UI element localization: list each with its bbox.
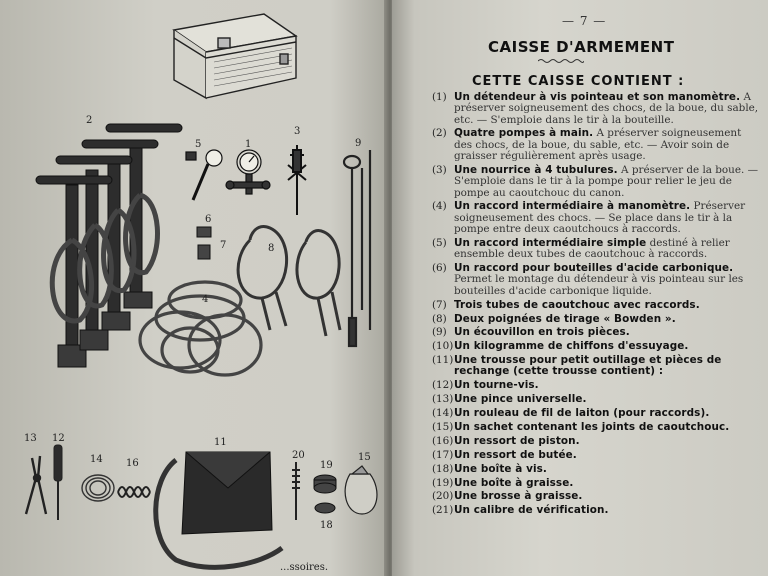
item-name: Une trousse pour petit outillage et pièces de rechange (cette trousse contient) : — [454, 354, 722, 378]
item-number: (14) — [432, 407, 454, 420]
fig-label-18: 18 — [320, 520, 333, 531]
fig-label-6: 7 — [220, 240, 227, 251]
fig-label-5: 6 — [205, 214, 212, 225]
fig-label-2: 2 — [86, 115, 93, 126]
item-number: (16) — [432, 434, 454, 447]
list-item — [432, 408, 762, 419]
item-name: Trois tubes de caoutchouc avec raccords. — [454, 298, 700, 311]
list-item — [432, 464, 762, 475]
item-name: Une brosse à graisse. — [454, 490, 583, 503]
item-number: (8) — [432, 312, 447, 325]
item-name: Un kilogramme de chiffons d'essuyage. — [454, 340, 689, 353]
fig-label-19: 19 — [320, 460, 333, 471]
page-title: CAISSE D'ARMEMENT — [488, 38, 675, 56]
item-name: Une boîte à vis. — [454, 462, 547, 475]
fig-label-15: 15 — [358, 452, 371, 463]
spring-icon — [118, 487, 150, 497]
item-name: Un raccord intermédiaire simple — [454, 236, 647, 249]
grease-box-icon — [314, 475, 336, 513]
item-description: destiné à relier ensemble deux tubes de caoutchouc à raccords. — [454, 236, 730, 261]
fig-label-11: 11 — [214, 437, 227, 448]
list-item — [432, 128, 762, 162]
fig-label-8: 8 — [268, 243, 275, 254]
fig-label-1: 1 — [245, 139, 252, 150]
fig-label-13: 13 — [24, 433, 37, 444]
fig-label-7: 4 — [202, 294, 209, 305]
item-number: (9) — [432, 326, 447, 339]
manifold-icon — [288, 145, 306, 215]
fig-label-16: 16 — [126, 458, 139, 469]
list-item — [432, 327, 762, 338]
list-item — [432, 505, 762, 516]
item-number: (12) — [432, 379, 454, 392]
small-connectors-icon — [197, 227, 211, 259]
item-name: Deux poignées de tirage « Bowden ». — [454, 312, 676, 325]
item-name: Un écouvillon en trois pièces. — [454, 326, 630, 339]
item-name: Une nourrice à 4 tubulures. — [454, 163, 618, 176]
list-item — [432, 92, 762, 126]
fig-label-14: 14 — [90, 454, 103, 465]
list-item — [432, 491, 762, 502]
item-name: Un ressort de piston. — [454, 434, 580, 447]
right-page-text — [392, 0, 768, 576]
item-description: A préserver soigneusement des chocs, de la boue, du sable, etc. — Avoir soin de graisser régulièrement après usage. — [454, 127, 742, 163]
hand-pumps-icon — [36, 124, 182, 367]
item-description: A préserver de la boue. — S'emploie dans le tir à la pompe pour relier le jeu de pompe au caoutchouc du canon. — [454, 163, 759, 199]
item-description: Préserver soigneusement des chocs. — Se place dans le tir à la pompe entre deux caoutchoucs à raccords. — [454, 200, 746, 236]
list-item — [432, 263, 762, 297]
rubber-tubes-icon — [140, 282, 261, 375]
item-description: Permet le montage du détendeur à vis pointeau sur les bouteilles d'acide carbonique liquide. — [454, 273, 744, 297]
item-number: (1) — [432, 91, 447, 103]
list-item — [432, 380, 762, 391]
fig-label-3: 3 — [294, 126, 301, 137]
list-item — [432, 478, 762, 489]
item-number: (2) — [432, 127, 447, 140]
list-item — [432, 314, 762, 325]
grease-brush-icon — [292, 462, 300, 520]
bowden-handles-icon — [238, 227, 340, 336]
item-number: (7) — [432, 298, 447, 311]
item-number: (11) — [432, 354, 454, 367]
item-number: (13) — [432, 393, 454, 406]
list-item — [432, 436, 762, 447]
page-number: — 7 — — [562, 14, 607, 28]
list-item — [432, 355, 762, 378]
chest-icon — [174, 14, 296, 98]
item-number: (19) — [432, 476, 454, 489]
list-item — [432, 422, 762, 433]
item-name: Un raccord intermédiaire à manomètre. — [454, 200, 691, 213]
list-item — [432, 238, 762, 261]
item-name: Une pince universelle. — [454, 393, 587, 406]
item-name: Un calibre de vérification. — [454, 504, 609, 517]
fig-label-9: 9 — [355, 138, 362, 149]
item-number: (20) — [432, 490, 454, 503]
list-item — [432, 450, 762, 461]
item-name: Un rouleau de fil de laiton (pour raccords). — [454, 407, 710, 420]
item-number: (6) — [432, 262, 447, 275]
item-name: Un ressort de butée. — [454, 448, 577, 461]
item-number: (5) — [432, 236, 447, 249]
item-number: (18) — [432, 462, 454, 475]
contents-list — [432, 92, 762, 519]
item-number: (15) — [432, 421, 454, 434]
item-number: (3) — [432, 163, 447, 176]
pliers-icon — [26, 456, 46, 514]
fig-label-20: 20 — [292, 450, 305, 461]
page-subtitle: CETTE CAISSE CONTIENT : — [472, 74, 685, 89]
item-number: (10) — [432, 340, 454, 353]
fig-label-4: 5 — [195, 139, 202, 150]
list-item — [432, 341, 762, 352]
gasket-sachet-icon — [345, 466, 377, 514]
item-number: (17) — [432, 448, 454, 461]
item-name: Un raccord pour bouteilles d'acide carbonique. — [454, 262, 734, 275]
item-name: Un détendeur à vis pointeau et son manomètre. — [454, 91, 741, 103]
bottom-caption: ...ssoires. — [280, 562, 329, 573]
gauge-connector-icon — [186, 150, 222, 200]
tool-pouch-icon — [156, 452, 282, 567]
item-name: Un sachet contenant les joints de caoutchouc. — [454, 421, 730, 434]
gauge-detendeur-icon — [226, 150, 270, 194]
item-name: Quatre pompes à main. — [454, 127, 594, 140]
cleaning-rod-icon — [344, 150, 370, 346]
item-name: Une boîte à graisse. — [454, 476, 574, 489]
item-description: A préserver soigneusement des chocs, de la boue, du sable, etc. — S'emploie dans le tir à la bouteille. — [454, 91, 759, 126]
item-number: (21) — [432, 504, 454, 517]
item-name: Un tourne-vis. — [454, 379, 539, 392]
wavy-underline-icon — [538, 58, 584, 64]
list-item — [432, 165, 762, 199]
fig-label-12: 12 — [52, 433, 65, 444]
list-item — [432, 394, 762, 405]
screwdriver-icon — [54, 445, 62, 520]
item-number: (4) — [432, 200, 447, 213]
list-item — [432, 201, 762, 235]
wire-coil-icon — [82, 475, 114, 501]
list-item — [432, 300, 762, 311]
